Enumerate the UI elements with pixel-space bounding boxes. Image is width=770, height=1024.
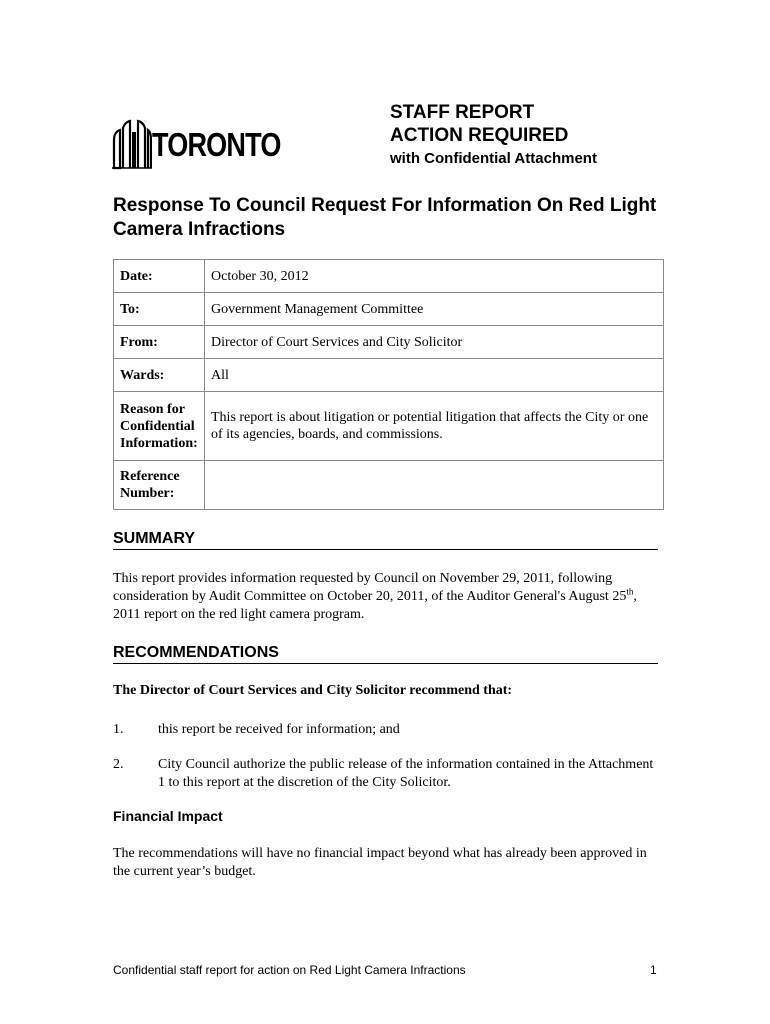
recommendation-text: City Council authorize the public release of the information contained in the Attachment 1 to this report at the discretion of the City Solicitor. [158,757,654,790]
recommendations-heading: RECOMMENDATIONS [113,644,658,664]
meta-label: Wards: [114,359,205,392]
report-type-line2: ACTION REQUIRED [390,125,569,146]
meta-label [114,461,205,510]
document-title: Response To Council Request For Information On Red Light Camera Infractions [113,195,657,240]
summary-heading: SUMMARY [113,530,658,550]
city-hall-icon [112,118,152,170]
meta-value: October 30, 2012 [205,260,664,293]
page-footer-text: Confidential staff report for action on Red Light Camera Infractions [113,963,466,977]
financial-impact-heading: Financial Impact [113,808,223,824]
meta-value: This report is about litigation or potential litigation that affects the City or one of its agencies, boards, and commissions. [205,392,664,461]
summary-text-end: , 2011 report on the red light camera program. [113,589,637,622]
report-type-line3: with Confidential Attachment [390,150,597,167]
summary-text-sup: th [626,586,634,597]
meta-label: Date: [114,260,205,293]
recommendation-number: 2. [113,757,124,772]
meta-row-reason [114,392,664,461]
meta-row-wards [114,359,664,392]
financial-impact-text: The recommendations will have no financial impact beyond what has already been approved in the current year’s budget. [113,846,647,879]
toronto-logo [112,118,281,170]
meta-value: All [205,359,664,392]
meta-value: Director of Court Services and City Solicitor [205,326,664,359]
reference-label-line2: Number: [120,486,175,501]
meta-row-date [114,260,664,293]
summary-text [113,570,661,624]
meta-value [205,461,664,510]
reason-label-line1: Reason for [120,401,185,417]
meta-label: To: [114,293,205,326]
meta-row-reference [114,461,664,510]
recommendations-intro: The Director of Court Services and City Solicitor recommend that: [113,683,513,698]
page-number: 1 [650,963,657,977]
meta-label: From: [114,326,205,359]
reason-label-line3: Information: [120,435,198,451]
reason-label-line2: Confidential [120,418,195,434]
recommendation-number: 1. [113,722,124,737]
meta-row-from [114,326,664,359]
recommendation-text: this report be received for information; and [158,722,400,737]
meta-value: Government Management Committee [205,293,664,326]
summary-text-main: This report provides information requested by Council on November 29, 2011, following consideration by Audit Committee on October 20, 2011, of the Auditor General's August 25 [113,571,627,604]
meta-row-to [114,293,664,326]
reference-label-line1: Reference [120,469,180,484]
logo-wordmark: TORONTO [152,126,281,163]
report-meta-table [113,259,664,510]
meta-label [114,392,205,461]
report-type-line1: STAFF REPORT [390,102,535,123]
report-type-block [390,101,597,170]
